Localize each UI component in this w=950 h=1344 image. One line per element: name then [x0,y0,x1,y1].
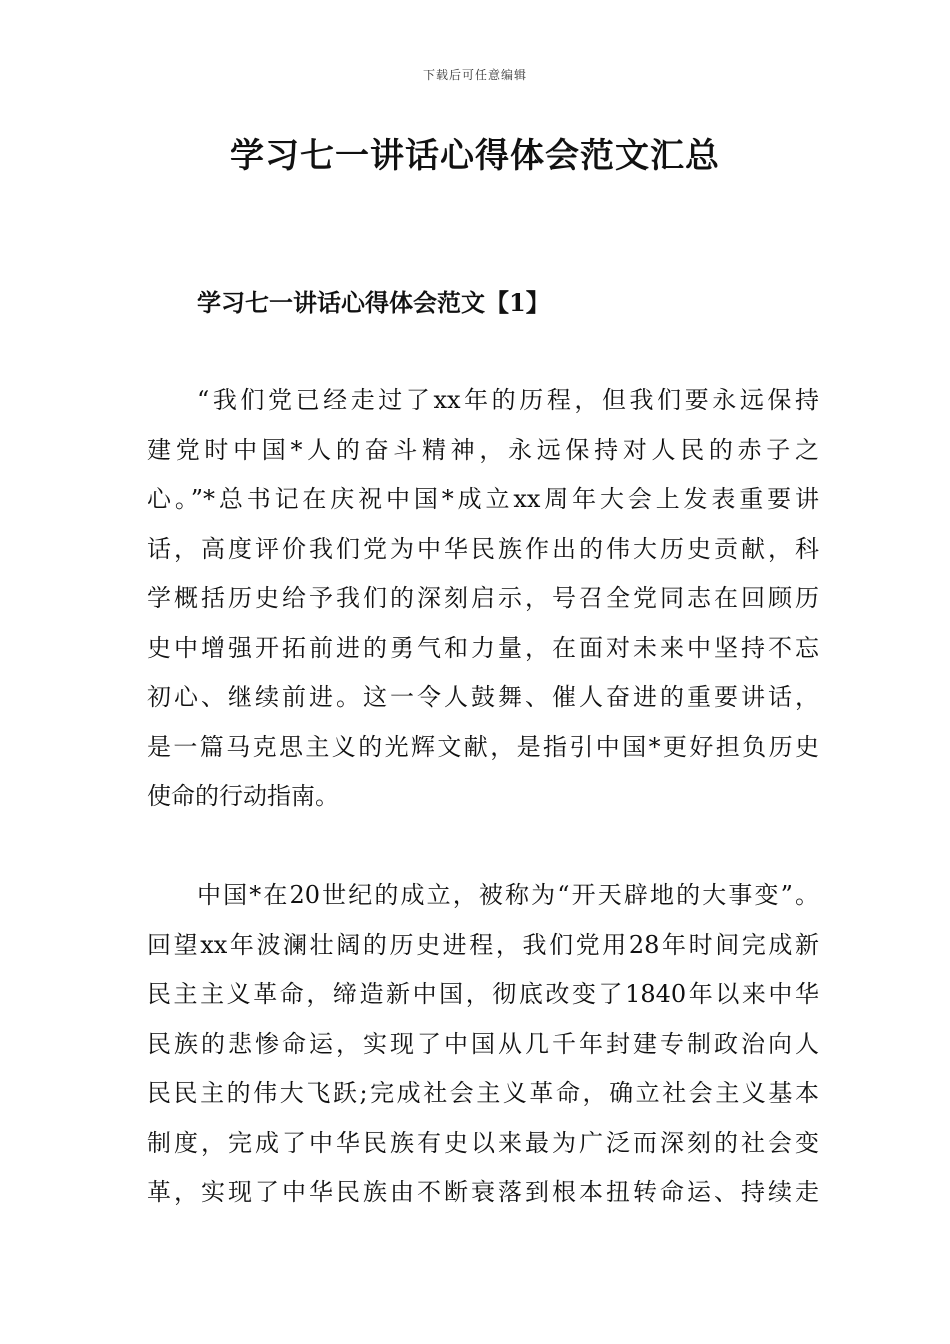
paragraph-line: 心。”*总书记在庆祝中国*成立xx周年大会上发表重要讲 [147,485,819,513]
paragraph-line: 初心、继续前进。这一令人鼓舞、催人奋进的重要讲话， [147,683,819,711]
paragraph-line: 建党时中国*人的奋斗精神，永远保持对人民的赤子之 [147,435,819,464]
paragraph-line: 回望xx年波澜壮阔的历史进程，我们党用28年时间完成新 [147,930,819,959]
document-title: 学习七一讲话心得体会范文汇总 [230,136,720,176]
paragraph-line: 制度，完成了中华民族有史以来最为广泛而深刻的社会变 [147,1128,819,1157]
header-note: 下载后可任意编辑 [422,68,527,82]
paragraph-2 [147,871,819,1218]
paragraph-line: 革，实现了中华民族由不断衰落到根本扭转命运、持续走 [147,1178,819,1206]
paragraph-line: 民族的悲惨命运，实现了中国从几千年封建专制政治向人 [147,1029,819,1058]
paragraph-1 [147,376,819,822]
paragraph-line: 学概括历史给予我们的深刻启示，号召全党同志在回顾历 [147,584,819,612]
paragraph-line: 是一篇马克思主义的光辉文献，是指引中国*更好担负历史 [147,732,819,761]
paragraph-line: 中国*在20世纪的成立，被称为“开天辟地的大事变”。 [197,881,819,909]
paragraph-line: 民主主义革命，缔造新中国，彻底改变了1840年以来中华 [147,980,819,1008]
paragraph-line: 使命的行动指南。 [147,782,339,810]
paragraph-line: 话，高度评价我们党为中华民族作出的伟大历史贡献，科 [147,534,819,563]
section-heading: 学习七一讲话心得体会范文【1】 [197,288,550,317]
paragraph-line: 民民主的伟大飞跃;完成社会主义革命，确立社会主义基本 [147,1079,819,1107]
paragraph-line: 史中增强开拓前进的勇气和力量，在面对未来中坚持不忘 [147,633,819,662]
paragraph-line: “我们党已经走过了xx年的历程，但我们要永远保持 [197,386,819,414]
